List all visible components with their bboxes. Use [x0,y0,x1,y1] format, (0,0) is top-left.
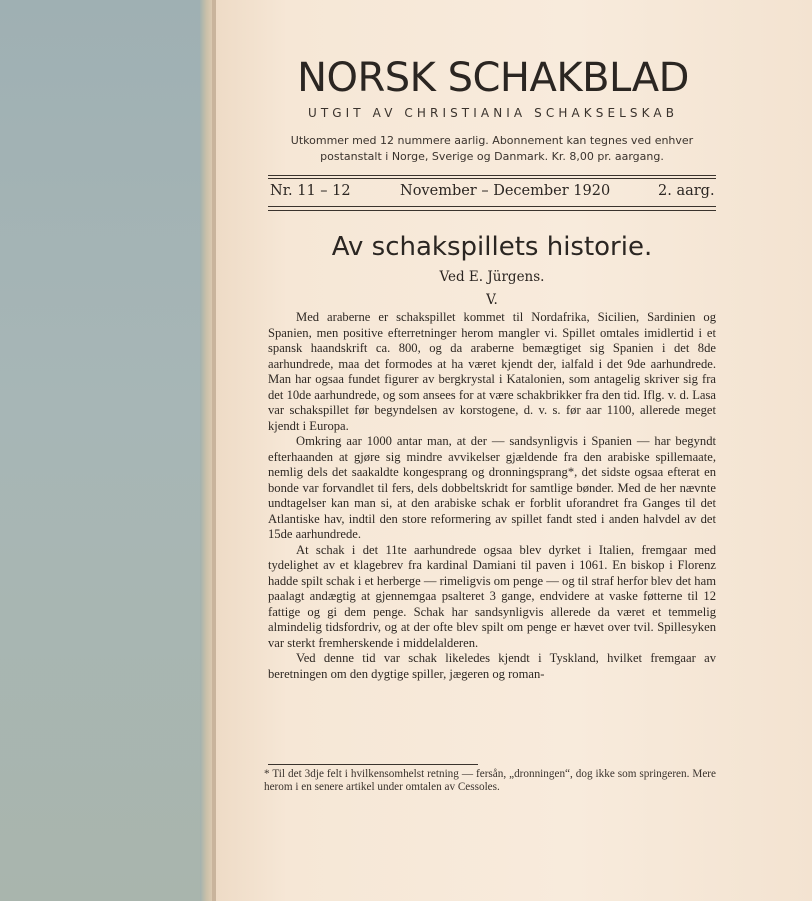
header-rule-top [268,175,716,176]
paragraph: Omkring aar 1000 antar man, at der — sandsynligvis i Spanien — har begyndt efterhaanden at gjøre sig mindre avvikelser gjældende fra den arabiske spillemaate, nemlig dels det saakaldte kongesprang og dronningsprang*, det sidste ogsaa efterat en bonde var forvandlet til fers, dels dobbeltskridt for samtlige bønder. Med de her nævnte undtagelser kan man si, at den arabiske schak er forblit uforandret fra Ganges til det Atlantiske hav, indtil den store reformering av spillet fandt sted i anden halvdel av det 15de aarhundrede. [268,434,716,541]
subscription-line-1: Utkommer med 12 nummere aarlig. Abonnement kan tegnes ved enhver [290,134,694,147]
journal-tagline: UTGIT AV CHRISTIANIA SCHAKSELSKAB [307,106,679,120]
header-rule-bottom-2 [268,210,716,211]
footnote-rule [268,764,478,765]
article-byline: Ved E. Jürgens. [439,269,545,285]
journal-title: NORSK SCHAKBLAD [297,55,689,101]
header-rule-top-2 [268,178,716,179]
paragraph: At schak i det 11te aarhundrede ogsaa blev dyrket i Italien, fremgaar med tydelighet av et klagebrev fra kardinal Damiani til paven i 1061. En biskop i Florenz hadde spilt schak i et herberge — rimeligvis om penge — og til straf herfor blev det ham paalagt andægtig at gjennemgaa psalteret 3 gange, endvidere at vaske føtterne til 12 fattige og gi dem penge. Schak har sandsynligvis allerede da været et temmelig almindelig tidsfordriv, og at der ofte blev spilt om penge er hævet over tvil. Spillesyken var sterkt fremherskende i middelalderen. [268,542,716,650]
subscription-info [272,133,712,165]
section-number: V. [486,292,498,308]
subscription-line-2: postanstalt i Norge, Sverige og Danmark. Kr. 8,00 pr. aargang. [320,150,664,163]
article-title: Av schakspillets historie. [331,232,653,262]
paragraph: Ved denne tid var schak likeledes kjendt i Tyskland, hvilket fremgaar av beretningen om den dygtige spiller, jægeren og roman- [268,651,716,681]
paragraph: Med araberne er schakspillet kommet til Nordafrika, Sicilien, Sardinien og Spanien, men positive efterretninger herom mangler vi. Spillet omtales imidlertid i et spansk haandskrift ca. 800, og da araberne bemægtiget sig Spanien i det 8de aarhundrede, maa det formodes at ha været kjendt der, ialfald i det 9de aarhundrede. Man har ogsaa fundet figurer av bergkrystal i Katalonien, som antagelig skriver sig fra det 10de aarhundrede, og som ansees for at være schakbrikker fra den tid. Iflg. v. d. Lasa var schakspillet før begyndelsen av korstogene, d. v. s. før aar 1100, allerede meget kjendt i Europa. [268,310,716,433]
book-binding [0,0,212,901]
footnote: * Til det 3dje felt i hvilkensomhelst retning — fersån, „dronningen“, dog ikke som springeren. Mere herom i en senere artikel under omtalen av Cessoles. [264,768,716,793]
header-rule-bottom [268,206,716,207]
article-body [268,310,716,682]
issue-date: November – December 1920 [400,183,611,199]
issue-number: Nr. 11 – 12 [270,183,351,199]
issue-volume: 2. aarg. [658,183,715,199]
